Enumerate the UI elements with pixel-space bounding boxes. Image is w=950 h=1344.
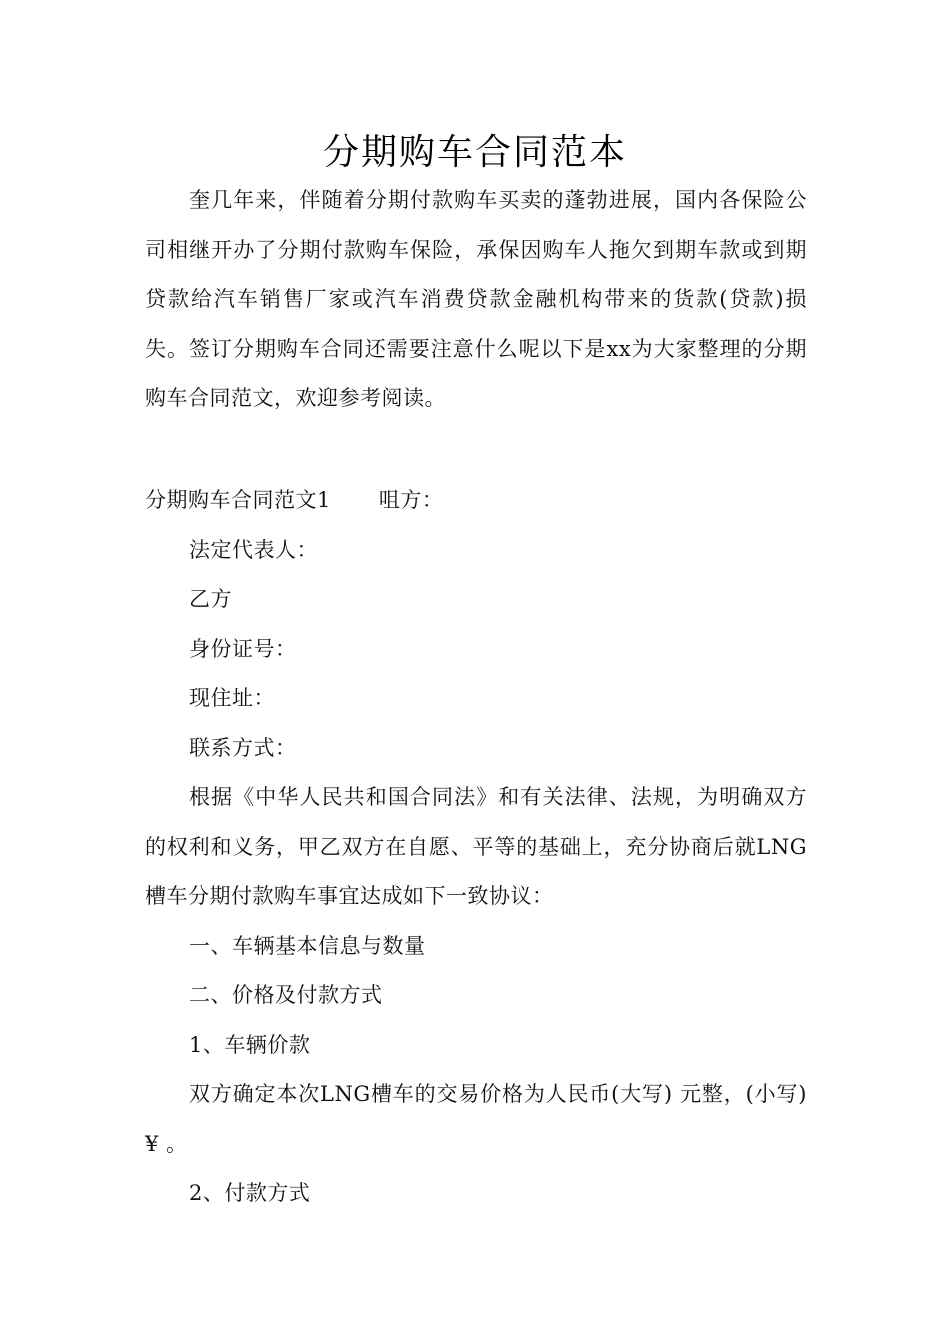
intro-paragraph: 奎几年来，伴随着分期付款购车买卖的蓬勃进展，国内各保险公司相继开办了分期付款购车保险，承保因购车人拖欠到期车款或到期贷款给汽车销售厂家或汽车消费贷款金融机构带来的货款(贷款)损失。签订分期购车合同还需要注意什么呢以下是xx为大家整理的分期购车合同范文，欢迎参考阅读。	[145, 188, 807, 410]
party-a-label: 咀方：	[378, 488, 444, 512]
item-1-paragraph: 双方确定本次LNG槽车的交易价格为人民币(大写) 元整，(小写)¥ 。	[145, 1082, 807, 1156]
legal-rep-label: 法定代表人：	[189, 537, 318, 562]
section-heading: 分期购车合同范文1	[145, 488, 331, 512]
item-2-heading: 2、付款方式	[189, 1181, 311, 1205]
clause-2-heading: 二、价格及付款方式	[189, 983, 383, 1007]
preamble-paragraph: 根据《中华人民共和国合同法》和有关法律、法规，为明确双方的权利和义务，甲乙双方在自愿、平等的基础上，充分协商后就LNG槽车分期付款购车事宜达成如下一致协议：	[145, 785, 807, 908]
intro-block	[145, 176, 807, 424]
item-1-heading: 1、车辆价款	[189, 1032, 311, 1057]
id-number-label: 身份证号：	[189, 636, 297, 661]
contract-body	[145, 476, 807, 1219]
contact-label: 联系方式：	[189, 735, 297, 760]
address-label: 现住址：	[189, 686, 275, 710]
clause-1-heading: 一、车辆基本信息与数量	[189, 933, 426, 958]
document-title: 分期购车合同范本	[322, 132, 627, 173]
section-heading-line	[145, 476, 807, 526]
party-b-label: 乙方	[189, 587, 232, 611]
